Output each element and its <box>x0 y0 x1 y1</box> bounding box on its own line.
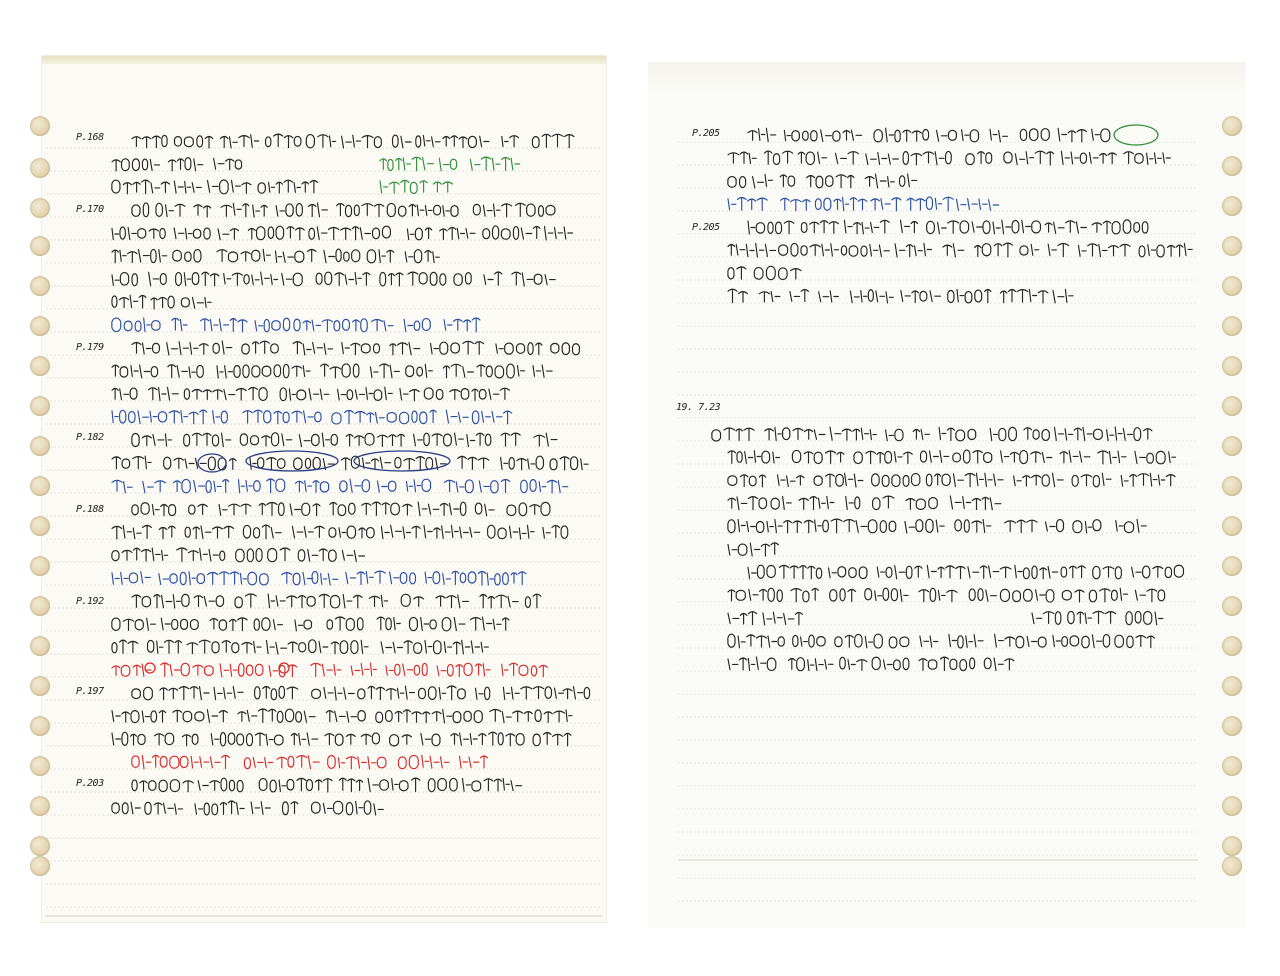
handwriting-line <box>380 157 520 171</box>
handwriting-line <box>112 226 573 240</box>
binder-hole <box>30 556 50 576</box>
handwriting-line <box>112 249 439 263</box>
handwriting-line <box>728 243 1192 257</box>
right-notebook-page <box>648 62 1246 928</box>
binder-hole <box>30 436 50 456</box>
binder-hole <box>1222 116 1242 136</box>
handwriting-line <box>748 128 1110 142</box>
handwriting-line <box>112 732 571 746</box>
handwriting-line <box>112 318 480 332</box>
binder-hole <box>30 356 50 376</box>
handwriting-line <box>112 410 512 424</box>
binder-hole <box>30 756 50 776</box>
handwriting-line <box>728 588 1165 602</box>
circled-word <box>279 663 289 673</box>
handwriting-line <box>132 755 488 769</box>
handwriting-line <box>380 180 453 193</box>
binder-hole <box>1222 236 1242 256</box>
handwriting-line <box>728 496 1001 510</box>
page-ref-179: P.179 <box>76 342 104 353</box>
handwriting-line <box>112 525 568 539</box>
binder-hole <box>1222 756 1242 776</box>
binder-hole <box>30 676 50 696</box>
binder-hole <box>1222 356 1242 376</box>
handwriting-line <box>112 617 509 631</box>
binder-hole <box>30 636 50 656</box>
handwriting-line <box>112 387 509 401</box>
handwriting-line <box>132 433 557 447</box>
page-ref-205-a: P.205 <box>692 128 720 139</box>
binder-hole <box>30 396 50 416</box>
handwriting-line <box>112 663 547 677</box>
handwriting-line <box>132 778 522 792</box>
handwriting-line <box>112 180 318 194</box>
handwriting-line <box>1032 611 1163 624</box>
binder-hole <box>1222 556 1242 576</box>
binder-hole <box>1222 836 1242 856</box>
binder-hole <box>30 476 50 496</box>
handwriting-line <box>132 341 579 355</box>
handwriting-line <box>112 709 572 723</box>
binder-hole <box>1222 716 1242 736</box>
circled-word <box>145 663 155 673</box>
binder-hole <box>1222 796 1242 816</box>
handwriting-line <box>112 456 588 470</box>
binder-hole <box>30 836 50 856</box>
handwriting-line <box>728 289 1073 303</box>
handwriting-line <box>728 174 917 188</box>
binder-hole <box>1222 396 1242 416</box>
binder-hole <box>30 116 50 136</box>
handwriting-line <box>728 634 1155 648</box>
handwriting-line <box>728 197 999 211</box>
handwriting-line <box>112 272 555 286</box>
page-ref-197: P.197 <box>76 686 104 697</box>
binder-hole <box>30 596 50 616</box>
binder-hole <box>30 198 50 218</box>
binder-hole <box>1222 636 1242 656</box>
handwriting-line <box>112 364 552 378</box>
binder-hole <box>1222 856 1242 876</box>
handwriting-line <box>132 594 541 608</box>
page-ref-170: P.170 <box>76 204 104 215</box>
handwriting-line <box>728 543 778 556</box>
handwriting-line <box>112 158 242 171</box>
binder-hole <box>30 276 50 296</box>
binder-hole <box>30 856 50 876</box>
left-page-writing <box>42 56 606 922</box>
date-ref: 19. 7.23 <box>676 402 721 413</box>
page-ref-182: P.182 <box>76 432 104 443</box>
binder-hole <box>30 158 50 178</box>
binder-hole <box>1222 156 1242 176</box>
handwriting-line <box>132 203 555 217</box>
binder-hole <box>30 236 50 256</box>
right-page-writing <box>648 62 1246 928</box>
left-notebook-page <box>42 56 606 922</box>
page-ref-192: P.192 <box>76 596 104 607</box>
page-ref-168: P.168 <box>76 132 104 143</box>
handwriting-line <box>112 801 383 815</box>
handwriting-line <box>728 266 801 279</box>
handwriting-line <box>728 612 802 625</box>
binder-hole <box>30 716 50 736</box>
handwriting-line <box>728 473 1175 487</box>
handwriting-line <box>748 220 1148 234</box>
handwriting-line <box>728 519 1146 533</box>
handwriting-line <box>728 657 1014 671</box>
handwriting-line <box>112 548 365 562</box>
page-ref-188: P.188 <box>76 504 104 515</box>
handwriting-line <box>728 151 1170 165</box>
binder-hole <box>30 796 50 816</box>
handwriting-line <box>132 686 590 700</box>
handwriting-line <box>132 502 550 516</box>
binder-hole <box>30 516 50 536</box>
handwriting-line <box>132 134 574 148</box>
page-ref-205-b: P.205 <box>692 222 720 233</box>
binder-hole <box>1222 676 1242 696</box>
handwriting-line <box>728 450 1176 464</box>
page-ref-203: P.203 <box>76 778 104 789</box>
handwriting-line <box>112 479 568 493</box>
binder-hole <box>1222 596 1242 616</box>
handwriting-line <box>112 640 488 654</box>
binder-hole <box>1222 516 1242 536</box>
binder-hole <box>30 316 50 336</box>
handwriting-line <box>748 565 1184 579</box>
binder-hole <box>1222 276 1242 296</box>
handwriting-line <box>112 571 526 585</box>
binder-hole <box>1222 436 1242 456</box>
binder-hole <box>1222 196 1242 216</box>
handwriting-line <box>712 427 1152 441</box>
handwriting-line <box>112 295 211 309</box>
binder-hole <box>1222 316 1242 336</box>
binder-hole <box>1222 476 1242 496</box>
